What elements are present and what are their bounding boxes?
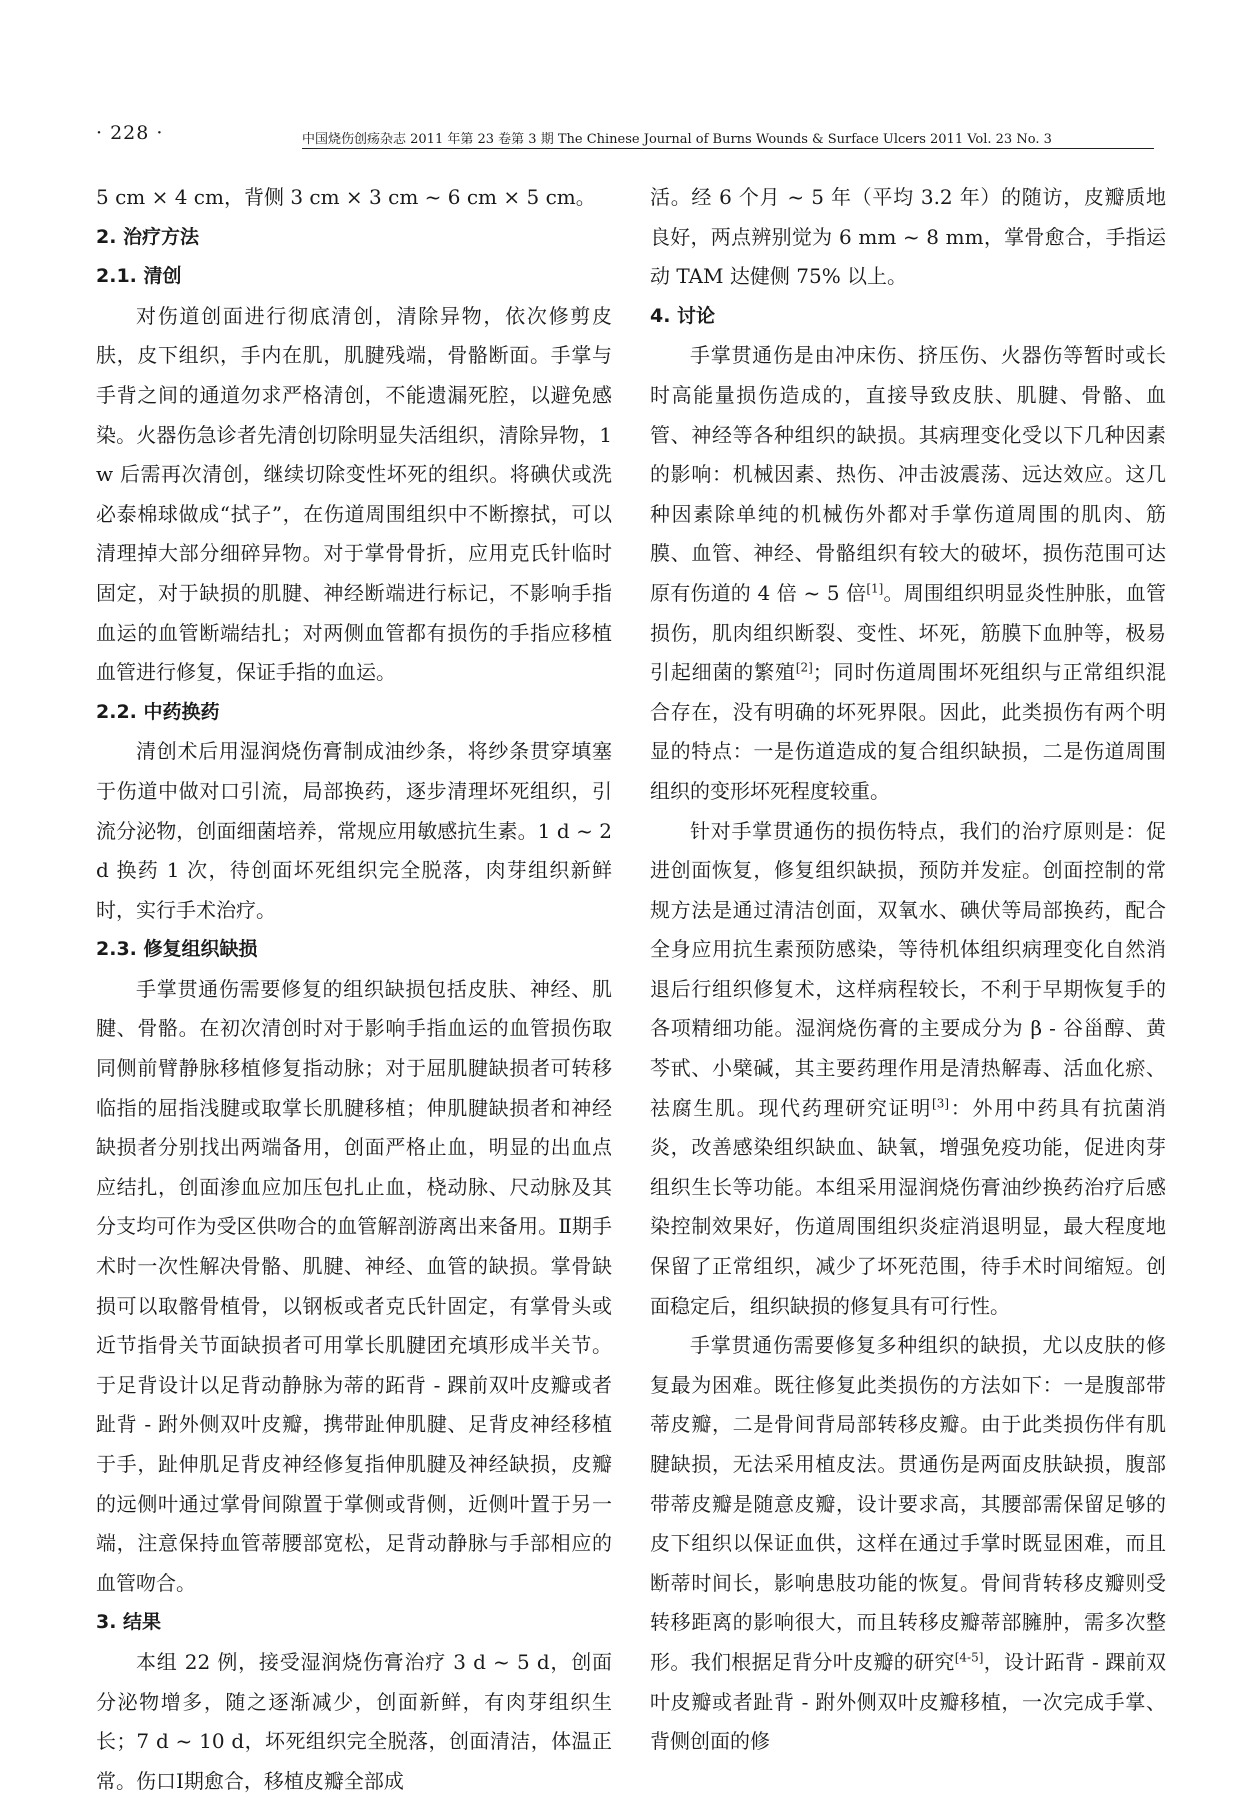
section-heading: 2. 治疗方法: [96, 225, 200, 248]
section-heading: 4. 讨论: [650, 304, 716, 327]
citation: [4-5]: [954, 1650, 984, 1665]
section-heading: 3. 结果: [96, 1611, 162, 1634]
paragraph: [650, 336, 1166, 811]
paragraph: 手掌贯通伤需要修复的组织缺损包括皮肤、神经、肌腱、骨骼。在初次清创时对于影响手指血运的血管损伤取同侧前臂静脉移植修复指动脉；对于屈肌腱缺损者可转移临指的屈指浅腱或取掌长肌腱移植；伸肌腱缺损者和神经缺损者分别找出两端备用，创面严格止血，明显的出血点应结扎，创面渗血应加压包扎止血，桡动脉、尺动脉及其分支均可作为受区供吻合的血管解剖游离出来备用。Ⅱ期手术时一次性解决骨骼、肌腱、神经、血管的缺损。掌骨缺损可以取髂骨植骨，以钢板或者克氏针固定，有掌骨头或近节指骨关节面缺损者可用掌长肌腱团充填形成半关节。于足背设计以足背动静脉为蒂的跖背 - 踝前双叶皮瓣或者趾背 - 跗外侧双叶皮瓣，携带趾伸肌腱、足背皮神经移植于手，趾伸肌足背皮神经修复指伸肌腱及神经缺损，皮瓣的远侧叶通过掌骨间隙置于掌侧或背侧，近侧叶置于另一端，注意保持血管蒂腰部宽松，足背动静脉与手部相应的血管吻合。: [96, 976, 612, 1595]
citation: [3]: [932, 1096, 950, 1110]
paragraph: 5 cm × 4 cm，背侧 3 cm × 3 cm ~ 6 cm × 5 cm。: [96, 185, 596, 209]
right-column: [650, 178, 1166, 1762]
subsection-heading: 2.2. 中药换药: [96, 700, 220, 723]
text-run: ；同时伤道周围坏死组织与正常组织混合存在，没有明确的坏死界限。因此，此类损伤有两个明显的特点：一是伤道造成的复合组织缺损，二是伤道周围组织的变形坏死程度较重。: [650, 660, 1167, 803]
subsection-heading: 2.3. 修复组织缺损: [96, 938, 258, 961]
text-run: ，设计跖背 - 踝前双叶皮瓣或者趾背 - 跗外侧双叶皮瓣移植，一次完成手掌、背侧创面的修: [650, 1649, 1166, 1754]
text-run: 手掌贯通伤是由冲床伤、挤压伤、火器伤等暂时或长时高能量损伤造成的，直接导致皮肤、肌腱、骨骼、血管、神经等各种组织的缺损。其病理变化受以下几种因素的影响：机械因素、热伤、冲击波震荡、远达效应。这几种因素除单纯的机械伤外都对手掌伤道周围的肌肉、筋膜、血管、神经、骨骼组织有较大的破坏，损伤范围可达原有伤道的 4 倍 ~ 5 倍: [650, 343, 1166, 605]
header-rule: [302, 148, 1154, 149]
running-header: 中国烧伤创疡杂志 2011 年第 23 卷第 3 期 The Chinese Journal of Burns Wounds & Surface Ulcers 2011 Vol. 23 No. 3: [302, 132, 1052, 147]
paragraph: [650, 812, 1166, 1327]
text-run: ：外用中药具有抗菌消炎，改善感染组织缺血、缺氧，增强免疫功能，促进肉芽组织生长等功能。本组采用湿润烧伤膏油纱换药治疗后感染控制效果好，伤道周围组织炎症消退明显，最大程度地保留了正常组织，减少了坏死范围，待手术时间缩短。创面稳定后，组织缺损的修复具有可行性。: [650, 1095, 1167, 1318]
page-number: · 228 ·: [96, 122, 164, 144]
paragraph: 对伤道创面进行彻底清创，清除异物，依次修剪皮肤，皮下组织，手内在肌，肌腱残端，骨骼断面。手掌与手背之间的通道勿求严格清创，不能遗漏死腔，以避免感染。火器伤急诊者先清创切除明显失活组织，清除异物，1 w 后需再次清创，继续切除变性坏死的组织。将碘伏或洗必泰棉球做成“拭子”，在伤道周围组织中不断擦拭，可以清理掉大部分细碎异物。对于掌骨骨折，应用克氏针临时固定，对于缺损的肌腱、神经断端进行标记，不影响手指血运的血管断端结扎；对两侧血管都有损伤的手指应移植血管进行修复，保证手指的血运。: [96, 303, 612, 685]
text-run: 针对手掌贯通伤的损伤特点，我们的治疗原则是：促进创面恢复，修复组织缺损，预防并发症。创面控制的常规方法是通过清洁创面，双氧水、碘伏等局部换药，配合全身应用抗生素预防感染，等待机体组织病理变化自然消退后行组织修复术，这样病程较长，不利于早期恢复手的各项精细功能。湿润烧伤膏的主要成分为 β - 谷甾醇、黄芩甙、小檗碱，其主要药理作用是清热解毒、活血化瘀、祛腐生肌。现代药理研究证明: [650, 818, 1166, 1120]
citation: [1]: [866, 581, 884, 596]
text-run: 手掌贯通伤需要修复多种组织的缺损，尤以皮肤的修复最为困难。既往修复此类损伤的方法如下：一是腹部带蒂皮瓣，二是骨间背局部转移皮瓣。由于此类损伤伴有肌腱缺损，无法采用植皮法。贯通伤是两面皮肤缺损，腹部带蒂皮瓣是随意皮瓣，设计要求高，其腰部需保留足够的皮下组织以保证血供，这样在通过手掌时既显困难，而且断蒂时间长，影响患肢功能的恢复。骨间背转移皮瓣则受转移距离的影响很大，而且转移皮瓣蒂部臃肿，需多次整形。我们根据足背分叶皮瓣的研究: [650, 1333, 1166, 1674]
subsection-heading: 2.1. 清创: [96, 265, 182, 288]
paragraph: [650, 1326, 1166, 1762]
text-run: 。周围组织明显炎性肿胀，血管损伤，肌肉组织断裂、变性、坏死，筋膜下血肿等，极易引起细菌的繁殖: [650, 580, 1167, 685]
citation: [2]: [795, 660, 813, 675]
left-column: [96, 178, 612, 1801]
paragraph: 本组 22 例，接受湿润烧伤膏治疗 3 d ~ 5 d，创面分泌物增多，随之逐渐减少，创面新鲜，有肉芽组织生长；7 d ~ 10 d，坏死组织完全脱落，创面清洁，体温正常。伤口Ⅰ期愈合，移植皮瓣全部成: [96, 1649, 612, 1793]
paragraph: 活。经 6 个月 ~ 5 年（平均 3.2 年）的随访，皮瓣质地良好，两点辨别觉为 6 mm ~ 8 mm，掌骨愈合，手指运动 TAM 达健侧 75% 以上。: [650, 185, 1166, 289]
paragraph: 清创术后用湿润烧伤膏制成油纱条，将纱条贯穿填塞于伤道中做对口引流，局部换药，逐步清理坏死组织，引流分泌物，创面细菌培养，常规应用敏感抗生素。1 d ~ 2 d 换药 1 次，待创面坏死组织完全脱落，肉芽组织新鲜时，实行手术治疗。: [96, 739, 612, 922]
